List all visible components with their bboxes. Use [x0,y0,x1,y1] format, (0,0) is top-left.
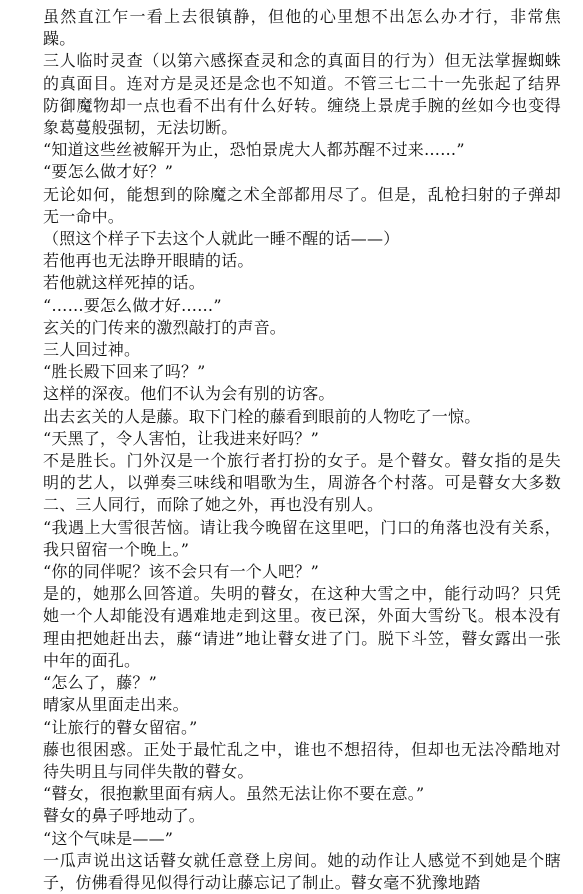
paragraph-6: （照这个样子下去这个人就此一睡不醒的话——） [43,229,400,249]
paragraph-9: “……要怎么做才好……” [43,295,222,315]
paragraph-3: “知道这些丝被解开为止，恐怕景虎大人都苏醒不过来……” [43,140,465,160]
paragraph-7: 若他再也无法睁开眼睛的话。 [43,251,254,271]
paragraph-27: 一瓜声说出这话瞽女就任意登上房间。她的动作让人感觉不到她是个瞎子，仿佛看得见似得行动让藤忘记了制止。瞽女毫不犹豫地踏 [43,850,561,892]
paragraph-21: 晴家从里面走出来。 [43,695,189,715]
paragraph-16: 不是胜长。门外汉是一个旅行者打扮的女子。是个瞽女。瞽女指的是失明的艺人，以弹奏三味线和唱歌为生，周游各个村落。可是瞽女大多数二、三人同行，而除了她之外，再也没有别人。 [43,451,561,515]
paragraph-20: “怎么了，藤？” [43,673,157,693]
paragraph-19: 是的，她那么回答道。失明的瞽女，在这种大雪之中，能行动吗？只凭她一个人却能没有遇难地走到这里。夜已深，外面大雪纷飞。根本没有理由把她赶出去，藤“请进”地让瞽女进了门。脱下斗笠，瞽女露出一张中年的面孔。 [43,584,561,670]
paragraph-15: “天黑了，令人害怕，让我进来好吗？” [43,428,319,448]
paragraph-8: 若他就这样死掉的话。 [43,273,206,293]
paragraph-23: 藤也很困惑。正处于最忙乱之中，谁也不想招待，但却也无法冷酷地对待失明且与同伴失散的瞽女。 [43,739,561,781]
paragraph-10: 玄关的门传来的激烈敲打的声音。 [43,317,287,337]
paragraph-4: “要怎么做才好？” [43,162,174,182]
paragraph-24: “瞽女，很抱歉里面有病人。虽然无法让你不要在意。” [43,784,425,804]
paragraph-13: 这样的深夜。他们不认为会有别的访客。 [43,384,335,404]
paragraph-12: “胜长殿下回来了吗？” [43,362,206,382]
paragraph-22: “让旅行的瞽女留宿。” [43,717,198,737]
paragraph-17: “我遇上大雪很苦恼。请让我今晚留在这里吧，门口的角落也没有关系，我只留宿一个晚上。” [43,517,561,559]
paragraph-14: 出去玄关的人是藤。取下门栓的藤看到眼前的人物吃了一惊。 [43,406,481,426]
paragraph-26: “这个气味是——” [43,828,174,848]
novel-page [43,6,561,894]
paragraph-25: 瞽女的鼻子呼地动了。 [43,806,206,826]
paragraph-11: 三人回过神。 [43,340,141,360]
paragraph-1: 虽然直江乍一看上去很镇静，但他的心里想不出怎么办才行，非常焦躁。 [43,7,561,49]
paragraph-2: 三人临时灵查（以第六感探查灵和念的真面目的行为）但无法掌握蜘蛛的真面目。连对方是灵还是念也不知道。不管三七二十一先张起了结界防御魔物却一点也看不出有什么好转。缠绕上景虎手腕的丝如今也变得象葛蔓般强韧，无法切断。 [43,51,561,138]
paragraph-18: “你的同伴呢？该不会只有一个人吧？” [43,562,319,582]
paragraph-5: 无论如何，能想到的除魔之术全部都用尽了。但是，乱枪扫射的子弹却无一命中。 [43,184,561,226]
